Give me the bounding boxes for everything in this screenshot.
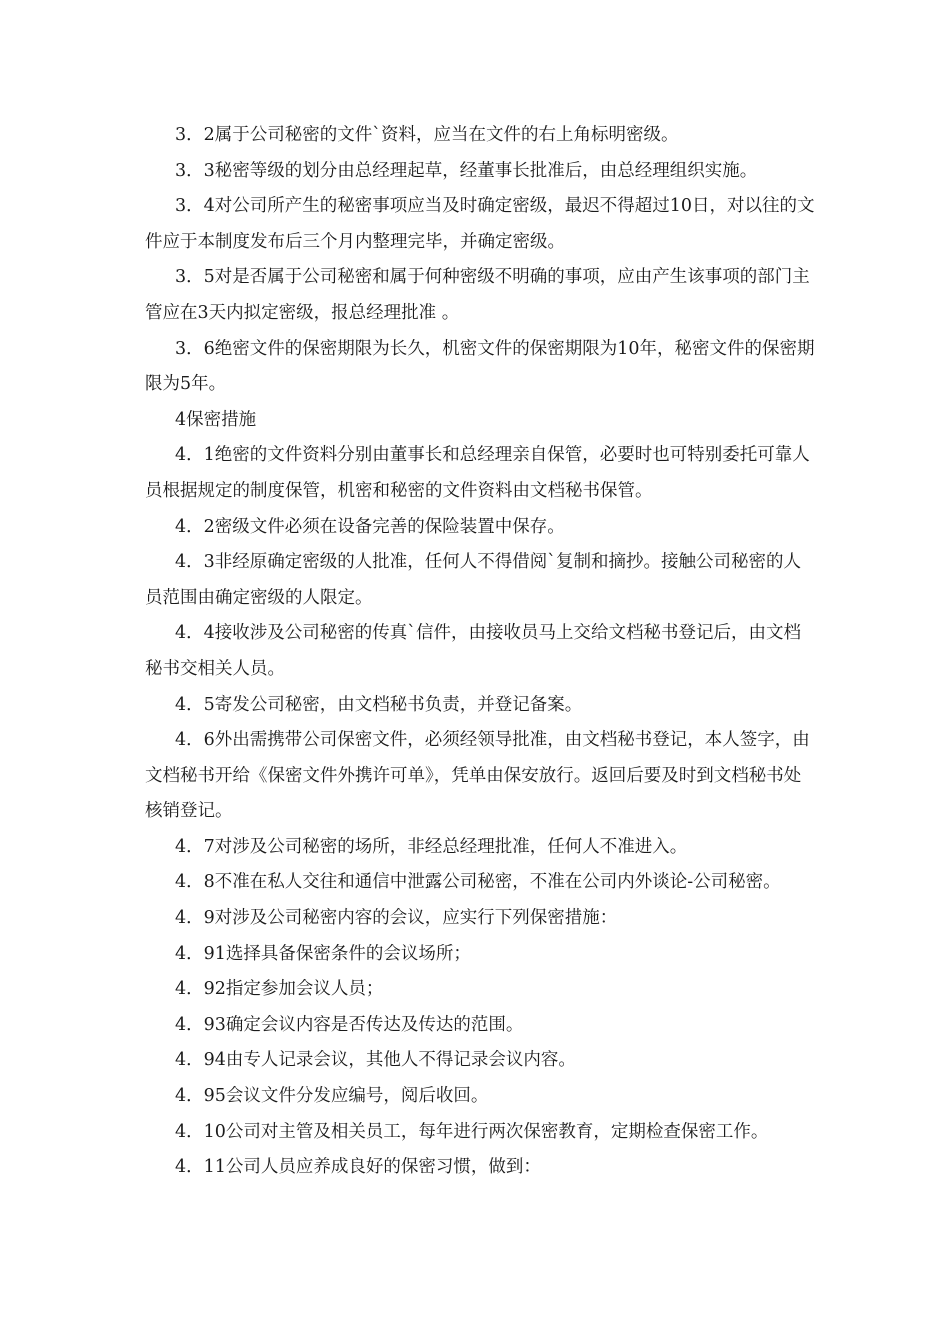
paragraph-3-4: 3．4对公司所产生的秘密事项应当及时确定密级，最迟不得超过10日，对以往的文件应于本制度发布后三个月内整理完毕，并确定密级。 — [145, 196, 815, 252]
paragraph-4-6: 4．6外出需携带公司保密文件，必须经领导批准，由文档秘书登记，本人签字，由文档秘书开给《保密文件外携许可单》，凭单由保安放行。返回后要及时到文档秘书处核销登记。 — [145, 730, 810, 822]
paragraph-3-6: 3．6绝密文件的保密期限为长久，机密文件的保密期限为10年，秘密文件的保密期限为5年。 — [145, 338, 815, 395]
paragraph-4-10: 4．10公司对主管及相关员工，每年进行两次保密教育，定期检查保密工作。 — [175, 1121, 769, 1142]
paragraph-4-92: 4．92指定参加会议人员； — [175, 979, 384, 1000]
paragraph-4-2: 4．2密级文件必须在设备完善的保险装置中保存。 — [175, 516, 565, 537]
paragraph-4-7: 4．7对涉及公司秘密的场所，非经总经理批准，任何人不准进入。 — [175, 836, 688, 857]
paragraph-3-3: 3．3秘密等级的划分由总经理起草，经董事长批准后，由总经理组织实施。 — [175, 160, 758, 181]
paragraph-4-4: 4．4接收涉及公司秘密的传真`信件，由接收员马上交给文档秘书登记后，由文档秘书交相关人员。 — [145, 623, 802, 679]
paragraph-4-3: 4．3非经原确定密级的人批准，任何人不得借阅`复制和摘抄。接触公司秘密的人员范围由确定密级的人限定。 — [145, 552, 802, 608]
paragraph-3-2: 3．2属于公司秘密的文件`资料，应当在文件的右上角标明密级。 — [175, 125, 679, 145]
paragraph-4-9: 4．9对涉及公司秘密内容的会议，应实行下列保密措施： — [175, 908, 618, 929]
section-heading-4: 4保密措施 — [175, 409, 257, 430]
paragraph-4-91: 4．91选择具备保密条件的会议场所； — [175, 943, 471, 964]
paragraph-4-93: 4．93确定会议内容是否传达及传达的范围。 — [175, 1014, 524, 1035]
paragraph-4-5: 4．5寄发公司秘密，由文档秘书负责，并登记备案。 — [175, 694, 583, 715]
paragraph-4-94: 4．94由专人记录会议，其他人不得记录会议内容。 — [175, 1050, 576, 1071]
document-body — [145, 118, 815, 1186]
paragraph-4-11: 4．11公司人员应养成良好的保密习惯，做到： — [175, 1157, 541, 1178]
paragraph-4-8: 4．8不准在私人交往和通信中泄露公司秘密，不准在公司内外谈论-公司秘密。 — [175, 872, 781, 893]
paragraph-3-5: 3．5对是否属于公司秘密和属于何种密级不明确的事项，应由产生该事项的部门主管应在3天内拟定密级，报总经理批准 。 — [145, 267, 810, 323]
paragraph-4-1: 4．1绝密的文件资料分别由董事长和总经理亲自保管，必要时也可特别委托可靠人员根据规定的制度保管，机密和秘密的文件资料由文档秘书保管。 — [145, 445, 810, 501]
paragraph-4-95: 4．95会议文件分发应编号，阅后收回。 — [175, 1086, 489, 1107]
